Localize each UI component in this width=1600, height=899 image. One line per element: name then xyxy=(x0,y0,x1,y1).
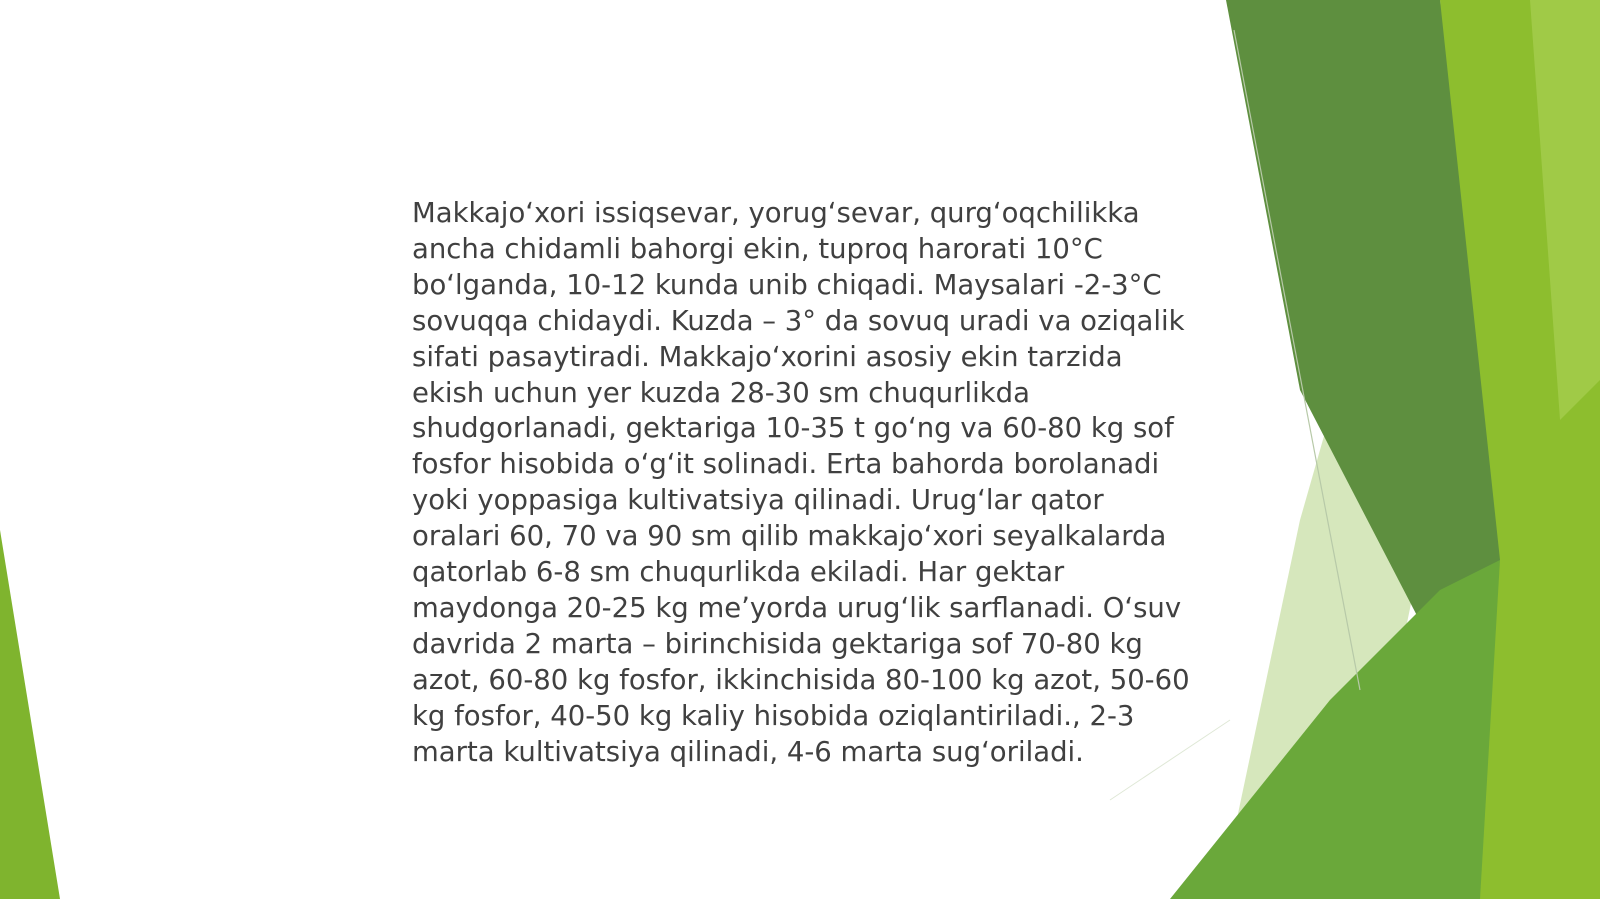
left-green-shard xyxy=(0,530,60,899)
body-paragraph: Makkajoʻxori issiqsevar, yorugʻsevar, qurgʻoqchilikka ancha chidamli bahorgi ekin, tuproq harorati 10°C boʻlganda, 10-12 kunda unib chiqadi. Maysalari -2-3°C sovuqqa chidaydi. Kuzda – 3° da sovuq uradi va oziqalik sifati pasaytiradi. Makkajoʻxorini asosiy ekin tarzida ekish uchun yer kuzda 28-30 sm chuqurlikda shudgorlanadi, gektariga 10-35 t goʻng va 60-80 kg sof fosfor hisobida oʻgʻit solinadi. Erta bahorda borolanadi yoki yoppasiga kultivatsiya qilinadi. Urugʻlar qator oralari 60, 70 va 90 sm qilib makkajoʻxori seyalkalarda qatorlab 6-8 sm chuqurlikda ekiladi. Har gektar maydonga 20-25 kg meʼyorda urugʻlik sarflanadi. Oʻsuv davrida 2 marta – birinchisida gektariga sof 70-80 kg azot, 60-80 kg fosfor, ikkinchisida 80-100 kg azot, 50-60 kg fosfor, 40-50 kg kaliy hisobida oziqlantiriladi., 2-3 marta kultivatsiya qilinadi, 4-6 marta sugʻoriladi. xyxy=(412,197,1190,768)
